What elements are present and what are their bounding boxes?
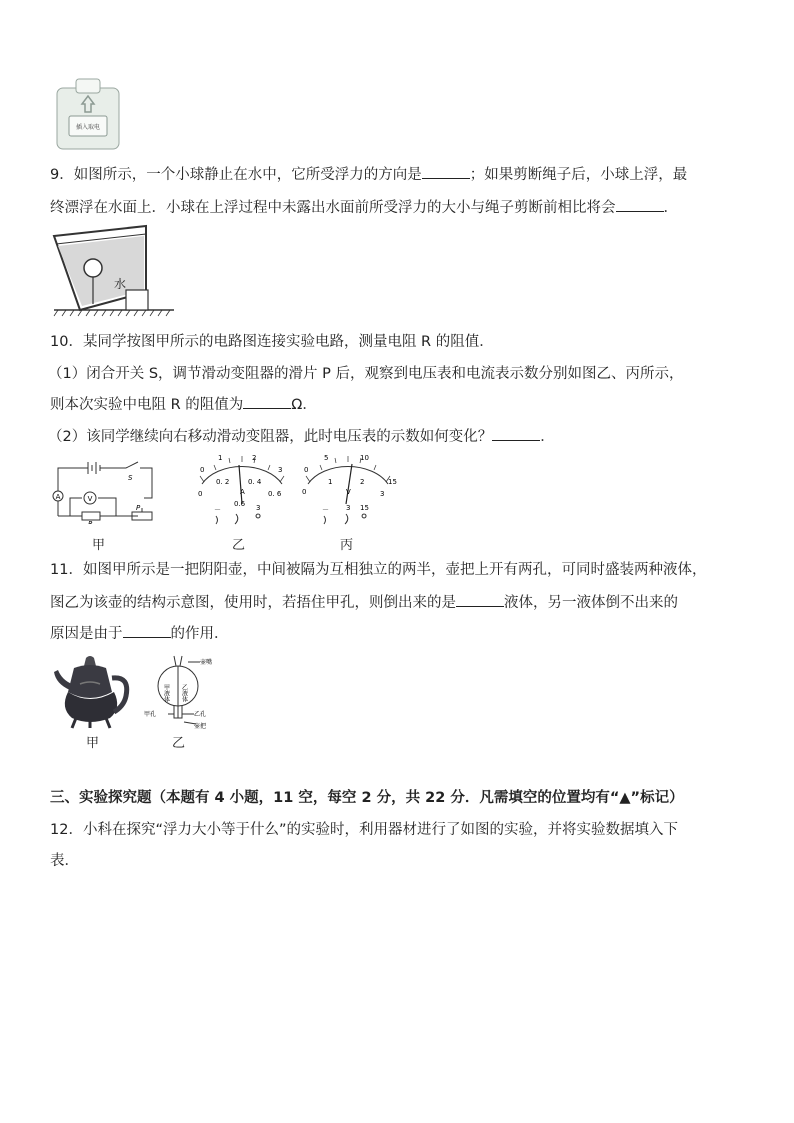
q9-water-label: 水 <box>114 277 127 291</box>
q9-text-b: ；如果剪断绳子后，小球上浮，最 <box>469 167 688 183</box>
q9-text-a: 9．如图所示，一个小球静止在水中，它所受浮力的方向是 <box>50 167 422 183</box>
q9-line2 <box>50 197 678 218</box>
q12-line1: 12．小科在探究“浮力大小等于什么”的实验时，利用器材进行了如图的实验，并将实验数据填入下 <box>50 822 678 838</box>
voltmeter-bottom-2: 2 <box>360 478 365 486</box>
ammeter-terminal-neg: － <box>214 506 221 514</box>
q11-label-handle: 壶把 <box>194 723 207 730</box>
q10-circuit-diagram <box>46 458 160 524</box>
circuit-ammeter-label: A <box>55 493 61 501</box>
q11-text-d: 的作用． <box>170 626 229 642</box>
q10-voltmeter <box>300 454 400 528</box>
q10-text-b: Ω． <box>291 397 317 413</box>
q11-label-hole-jia: 甲孔 <box>144 711 157 718</box>
q11-text-c: 原因是由于 <box>50 626 123 642</box>
q10-line1: 10．某同学按图甲所示的电路图连接实验电路，测量电阻 R 的阻值． <box>50 334 494 350</box>
q11-text-b: 液体，另一液体倒不出来的 <box>504 595 678 611</box>
q10-line3 <box>50 394 317 415</box>
q9-line1 <box>50 164 687 185</box>
q10-ammeter <box>194 454 290 528</box>
q11-blank-1[interactable] <box>456 592 504 607</box>
section3-heading: 三、实验探究题（本题有 4 小题，11 空，每空 2 分，共 22 分．凡需填空的位置均有“▲”标记） <box>50 790 684 806</box>
q11-label-spout: 壶嘴 <box>200 659 213 666</box>
q11-caption-yi: 乙 <box>172 736 186 751</box>
voltmeter-bottom-0: 0 <box>302 488 307 496</box>
circuit-slider-label: P <box>136 504 141 512</box>
ammeter-top-1: 1 <box>218 454 223 462</box>
q10-caption-jia: 甲 <box>92 538 106 553</box>
circuit-voltmeter-label: V <box>87 495 93 503</box>
q11-blank-2[interactable] <box>123 623 171 638</box>
q11-label-hole-yi: 乙孔 <box>194 711 207 718</box>
q11-teapot-photo <box>52 654 130 730</box>
q10-line4 <box>48 426 555 447</box>
q10-text-a: 则本次实验中电阻 R 的阻值为 <box>50 397 244 413</box>
ammeter-bottom-0: 0 <box>198 490 203 498</box>
q10-text-d: ． <box>540 429 555 445</box>
q11-label-liquid-jia: 甲液体 <box>162 684 170 702</box>
voltmeter-top-3: 15 <box>388 478 397 486</box>
q11-text-a: 图乙为该壶的结构示意图，使用时，若捂住甲孔，则倒出来的是 <box>50 595 456 611</box>
q9-text-c: 终漂浮在水面上．小球在上浮过程中未露出水面前所受浮力的大小与绳子剪断前相比将会 <box>50 200 616 216</box>
q11-structure-diagram <box>140 654 216 732</box>
ammeter-top-2: 2 <box>252 454 257 462</box>
voltmeter-top-2: 10 <box>360 454 369 462</box>
q10-blank-1[interactable] <box>243 394 291 409</box>
q11-caption-jia: 甲 <box>86 736 100 751</box>
voltmeter-terminal-15: 15 <box>360 504 369 512</box>
voltmeter-top-1: 5 <box>324 454 329 462</box>
voltmeter-terminal-neg: － <box>322 506 329 514</box>
voltmeter-bottom-3: 3 <box>380 490 385 498</box>
q11-line1: 11．如图甲所示是一把阴阳壶，中间被隔为互相独立的两半，壶把上开有两孔，可同时盛装两种液体， <box>50 562 707 578</box>
q12-line2: 表． <box>50 853 79 869</box>
ammeter-bottom-2: 0. 4 <box>248 478 262 486</box>
q11-label-liquid-yi: 乙液体 <box>180 684 188 702</box>
q10-blank-2[interactable] <box>492 426 540 441</box>
key-card-image <box>56 78 120 150</box>
voltmeter-bottom-1: 1 <box>328 478 333 486</box>
q9-figure <box>52 224 178 318</box>
q10-line2: （1）闭合开关 S，调节滑动变阻器的滑片 P 后，观察到电压表和电流表示数分别如图乙、丙所示， <box>48 366 684 382</box>
voltmeter-unit: V <box>346 488 351 496</box>
q11-line2 <box>50 592 678 613</box>
ammeter-top-0: 0 <box>200 466 205 474</box>
ammeter-terminal-3: 3 <box>256 504 261 512</box>
q9-blank-1[interactable] <box>422 164 470 179</box>
ammeter-top-3: 3 <box>278 466 283 474</box>
voltmeter-top-0: 0 <box>304 466 309 474</box>
q10-text-c: （2）该同学继续向右移动滑动变阻器，此时电压表的示数如何变化？ <box>48 429 493 445</box>
voltmeter-terminal-3: 3 <box>346 504 351 512</box>
circuit-switch-label: S <box>128 474 133 482</box>
q10-caption-yi: 乙 <box>232 538 246 553</box>
q9-text-d: ． <box>663 200 678 216</box>
q11-line3 <box>50 623 229 644</box>
ammeter-bottom-3: 0. 6 <box>268 490 282 498</box>
q9-blank-2[interactable] <box>616 197 664 212</box>
ammeter-unit: A <box>240 488 245 496</box>
ammeter-bottom-1: 0. 2 <box>216 478 230 486</box>
card-label: 插入取电 <box>75 124 101 131</box>
circuit-resistor-label: R <box>88 520 93 524</box>
ammeter-terminal-06: 0.6 <box>234 500 246 508</box>
q10-caption-bing: 丙 <box>340 538 354 553</box>
